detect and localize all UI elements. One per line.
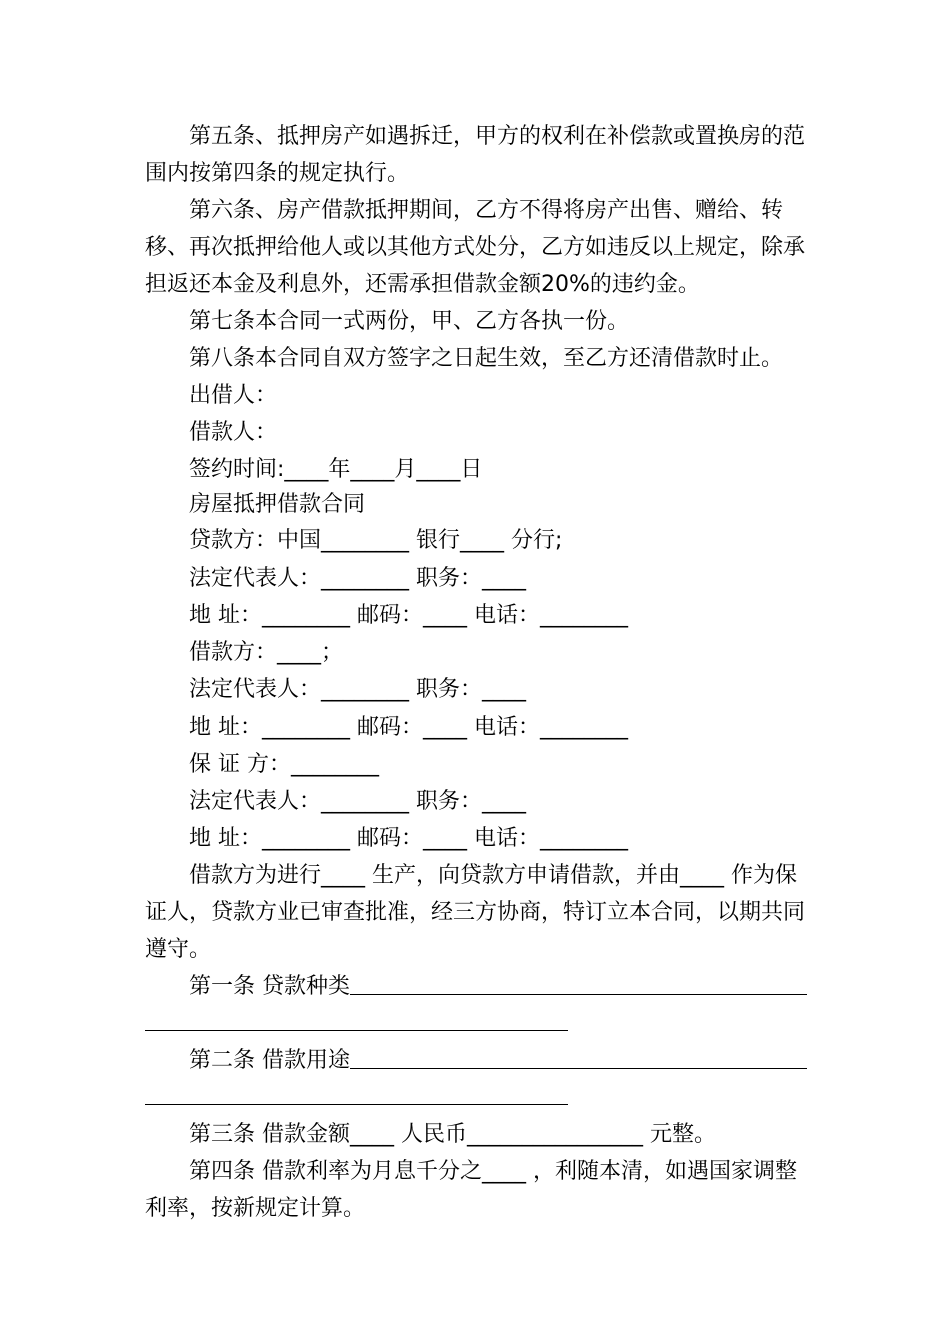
borrower-representative-line: 法定代表人：________ 职务：____ [189, 677, 526, 702]
loan-purpose-blank-rule-2 [145, 1104, 568, 1105]
lender-signature-line: 出借人： [189, 383, 278, 408]
article-3-loan-amount-line: 第三条 借款金额____ 人民币________________ 元整。 [189, 1122, 716, 1147]
guarantor-address-line: 地 址：________ 邮码：____ 电话：________ [189, 826, 628, 851]
article-1-loan-type-label: 第一条 贷款种类 [189, 974, 350, 999]
guarantor-line: 保 证 方：________ [189, 752, 379, 777]
article-7-line: 第七条本合同一式两份，甲、乙方各执一份。 [189, 309, 630, 334]
signing-date-line: 签约时间:____年____月____日 [189, 457, 483, 482]
article-4-interest-paragraph: 第四条 借款利率为月息千分之____ ，利随本清，如遇国家调整利率，按新规定计算。 [145, 1159, 797, 1221]
borrower-line: 借款方：____； [189, 640, 344, 665]
lender-representative-line: 法定代表人：________ 职务：____ [189, 566, 526, 591]
guarantor-representative-line: 法定代表人：________ 职务：____ [189, 789, 526, 814]
preamble-paragraph: 借款方为进行____ 生产，向贷款方申请借款，并由____ 作为保证人，贷款方业已审查批准，经三方协商，特订立本合同，以期共同遵守。 [145, 863, 806, 962]
article-6-paragraph: 第六条、房产借款抵押期间，乙方不得将房产出售、赠给、转移、再次抵押给他人或以其他方式处分，乙方如违反以上规定，除承担返还本金及利息外，还需承担借款金额20%的违约金。 [145, 198, 806, 297]
lender-address-line: 地 址：________ 邮码：____ 电话：________ [189, 603, 628, 628]
article-2-loan-purpose-label: 第二条 借款用途 [189, 1048, 350, 1073]
loan-purpose-blank-rule-1 [350, 1068, 807, 1069]
borrower-address-line: 地 址：________ 邮码：____ 电话：________ [189, 715, 628, 740]
lender-bank-line: 贷款方：中国________ 银行____ 分行; [189, 528, 563, 553]
loan-type-blank-rule-2 [145, 1030, 568, 1031]
borrower-signature-line: 借款人： [189, 420, 278, 445]
article-5-paragraph: 第五条、抵押房产如遇拆迁，甲方的权利在补偿款或置换房的范围内按第四条的规定执行。 [145, 124, 806, 186]
loan-type-blank-rule-1 [350, 994, 807, 995]
article-8-line: 第八条本合同自双方签字之日起生效，至乙方还清借款时止。 [189, 346, 784, 371]
contract-title: 房屋抵押借款合同 [189, 492, 366, 517]
